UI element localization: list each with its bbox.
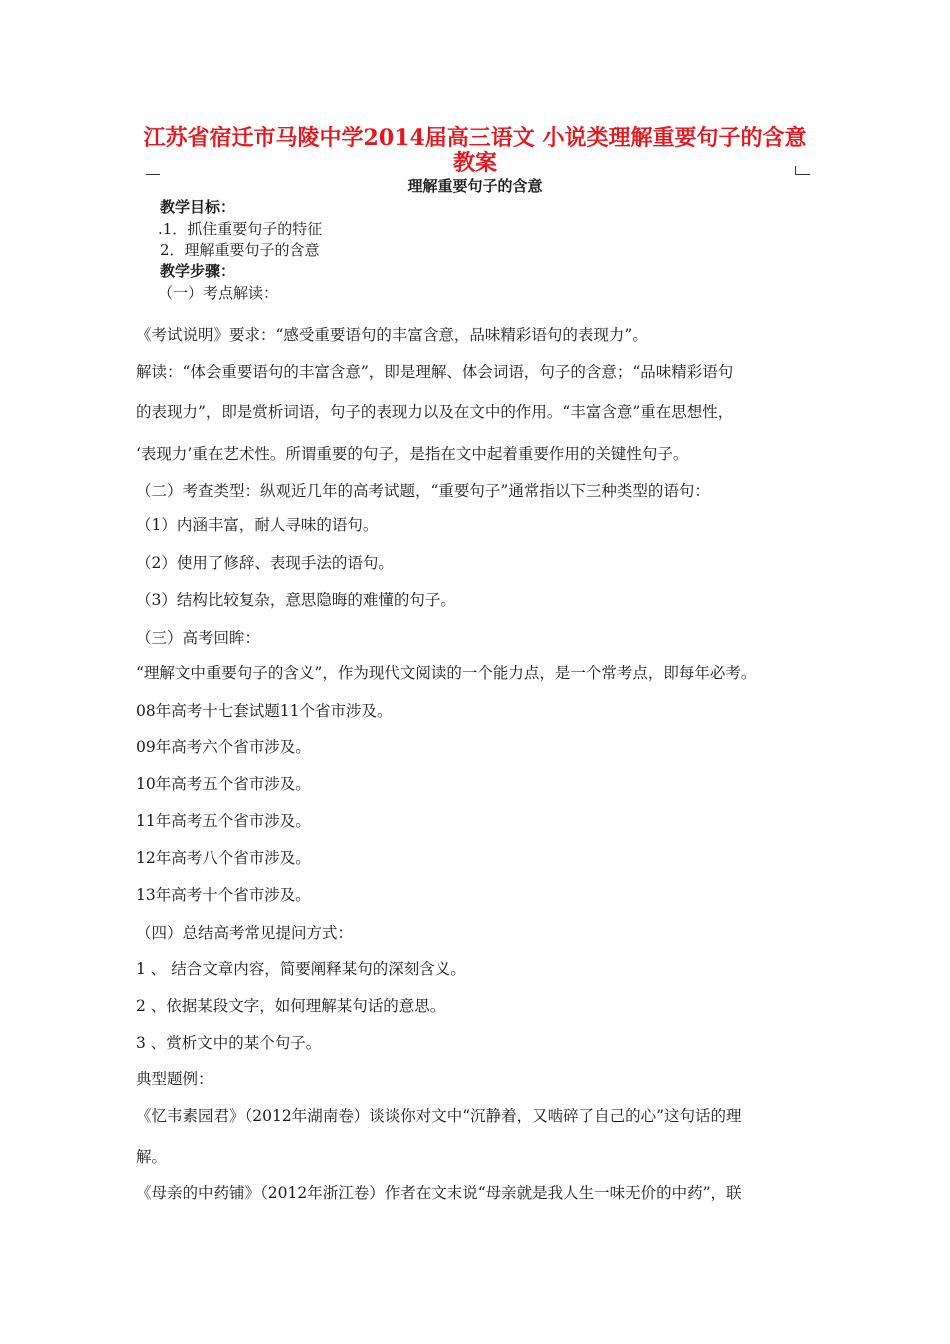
list-item: 10年高考五个省市涉及。 bbox=[136, 775, 311, 793]
list-item: 12年高考八个省市涉及。 bbox=[136, 849, 311, 867]
step-heading-1: （一）考点解读： bbox=[158, 284, 279, 302]
example-line: 《母亲的中药铺》（2012年浙江卷）作者在文末说“母亲就是我人生一味无价的中药”，联 bbox=[136, 1184, 742, 1202]
section-heading-examples: 典型题例： bbox=[136, 1070, 214, 1088]
list-item: 13年高考十个省市涉及。 bbox=[136, 886, 311, 904]
list-item: 08年高考十七套试题11个省市涉及。 bbox=[136, 702, 393, 720]
paragraph-line: 《考试说明》要求：“感受重要语句的丰富含意，品味精彩语句的表现力”。 bbox=[136, 326, 648, 344]
document-title-line-2: 教案 bbox=[452, 150, 497, 176]
list-item: 2 、依据某段文字，如何理解某句话的意思。 bbox=[136, 997, 446, 1015]
paragraph-line: 的表现力”，即是赏析词语，句子的表现力以及在文中的作用。“丰富含意”重在思想性， bbox=[136, 403, 734, 421]
list-item: 09年高考六个省市涉及。 bbox=[136, 738, 311, 756]
step-heading-3: （三）高考回眸： bbox=[136, 629, 261, 647]
paragraph-line: “理解文中重要句子的含义”，作为现代文阅读的一个能力点，是一个常考点，即每年必考。 bbox=[136, 664, 757, 682]
paragraph-line: ‘表现力’重在艺术性。所谓重要的句子，是指在文中起着重要作用的关键性句子。 bbox=[136, 445, 689, 463]
example-line: 《忆韦素园君》（2012年湖南卷）谈谈你对文中“沉静着，又啮碎了自己的心”这句话的理 bbox=[136, 1107, 742, 1125]
example-line: 解。 bbox=[136, 1148, 168, 1166]
paragraph-line: 解读：“体会重要语句的丰富含意”，即是理解、体会词语，句子的含意；“品味精彩语句 bbox=[136, 363, 734, 381]
objective-item-2: 2．理解重要句子的含意 bbox=[160, 241, 320, 259]
header-corner-mark-right bbox=[795, 166, 810, 175]
section-heading-objectives: 教学目标： bbox=[160, 198, 236, 216]
list-item: 1 、 结合文章内容，简要阐释某句的深刻含义。 bbox=[136, 960, 466, 978]
step-heading-2: （二）考查类型：纵观近几年的高考试题，“重要句子”通常指以下三种类型的语句： bbox=[136, 482, 710, 500]
step-heading-4: （四）总结高考常见提问方式： bbox=[136, 924, 354, 942]
list-item: 11年高考五个省市涉及。 bbox=[136, 812, 311, 830]
list-item: （3）结构比较复杂，意思隐晦的难懂的句子。 bbox=[136, 591, 456, 609]
objective-item-1: .1．抓住重要句子的特征 bbox=[158, 220, 323, 238]
list-item: （1）内涵丰富，耐人寻味的语句。 bbox=[136, 516, 379, 534]
header-corner-mark-left bbox=[146, 166, 160, 175]
document-title-line-1: 江苏省宿迁市马陵中学2014届高三语文 小说类理解重要句子的含意 bbox=[143, 125, 807, 151]
list-item: （2）使用了修辞、表现手法的语句。 bbox=[136, 554, 394, 572]
section-heading-steps: 教学步骤： bbox=[160, 262, 236, 280]
list-item: 3 、赏析文中的某个句子。 bbox=[136, 1034, 322, 1052]
document-subtitle: 理解重要句子的含意 bbox=[407, 177, 543, 195]
